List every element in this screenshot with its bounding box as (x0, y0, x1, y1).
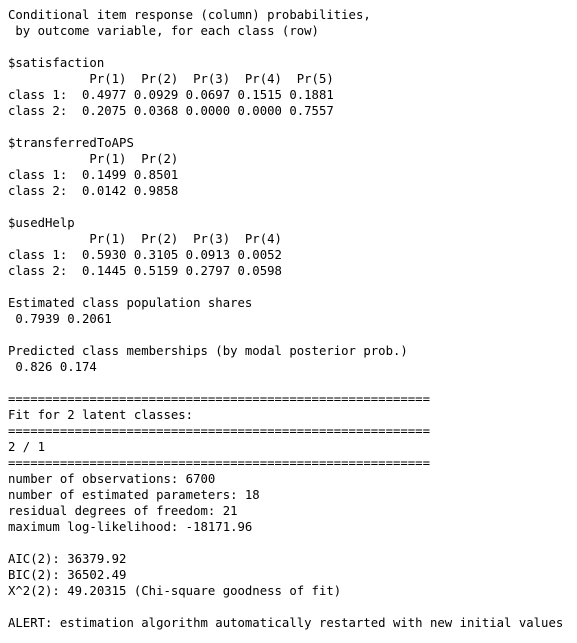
output-line: Pr(1) Pr(2) Pr(3) Pr(4) (8, 232, 282, 246)
output-line: Pr(1) Pr(2) (8, 152, 179, 166)
output-line: maximum log-likelihood: -18171.96 (8, 520, 253, 534)
output-line: class 1: 0.4977 0.0929 0.0697 0.1515 0.1881 (8, 88, 334, 102)
output-line (8, 39, 573, 55)
output-line: X^2(2): 49.20315 (Chi-square goodness of fit) (8, 584, 342, 598)
output-line: number of estimated parameters: 18 (8, 488, 260, 502)
output-line (8, 279, 573, 295)
output-line: ========================================================= (8, 456, 430, 470)
output-line: 0.826 0.174 (8, 360, 97, 374)
output-line: 2 / 1 (8, 440, 46, 454)
output-line: Conditional item response (column) probabilities, (8, 8, 371, 22)
output-line: number of observations: 6700 (8, 472, 216, 486)
output-line (8, 375, 573, 391)
output-line: class 2: 0.1445 0.5159 0.2797 0.0598 (8, 264, 282, 278)
console-output (8, 7, 573, 631)
output-line: Predicted class memberships (by modal posterior prob.) (8, 344, 408, 358)
output-line: ALERT: estimation algorithm automatically restarted with new initial values (8, 616, 564, 630)
output-line: class 1: 0.5930 0.3105 0.0913 0.0052 (8, 248, 282, 262)
output-line: $usedHelp (8, 216, 75, 230)
output-line (8, 199, 573, 215)
output-line: AIC(2): 36379.92 (8, 552, 127, 566)
output-line: ========================================================= (8, 392, 430, 406)
output-line: 0.7939 0.2061 (8, 312, 112, 326)
output-line: class 2: 0.0142 0.9858 (8, 184, 179, 198)
output-line: $satisfaction (8, 56, 105, 70)
output-line (8, 535, 573, 551)
output-line: by outcome variable, for each class (row) (8, 24, 319, 38)
output-line: class 1: 0.1499 0.8501 (8, 168, 179, 182)
output-line: Pr(1) Pr(2) Pr(3) Pr(4) Pr(5) (8, 72, 334, 86)
output-line: Estimated class population shares (8, 296, 253, 310)
output-line: $transferredToAPS (8, 136, 134, 150)
output-line (8, 119, 573, 135)
output-line (8, 599, 573, 615)
output-line (8, 327, 573, 343)
output-line: class 2: 0.2075 0.0368 0.0000 0.0000 0.7557 (8, 104, 334, 118)
output-line: BIC(2): 36502.49 (8, 568, 127, 582)
output-line: residual degrees of freedom: 21 (8, 504, 238, 518)
output-line: Fit for 2 latent classes: (8, 408, 194, 422)
output-line: ========================================================= (8, 424, 430, 438)
